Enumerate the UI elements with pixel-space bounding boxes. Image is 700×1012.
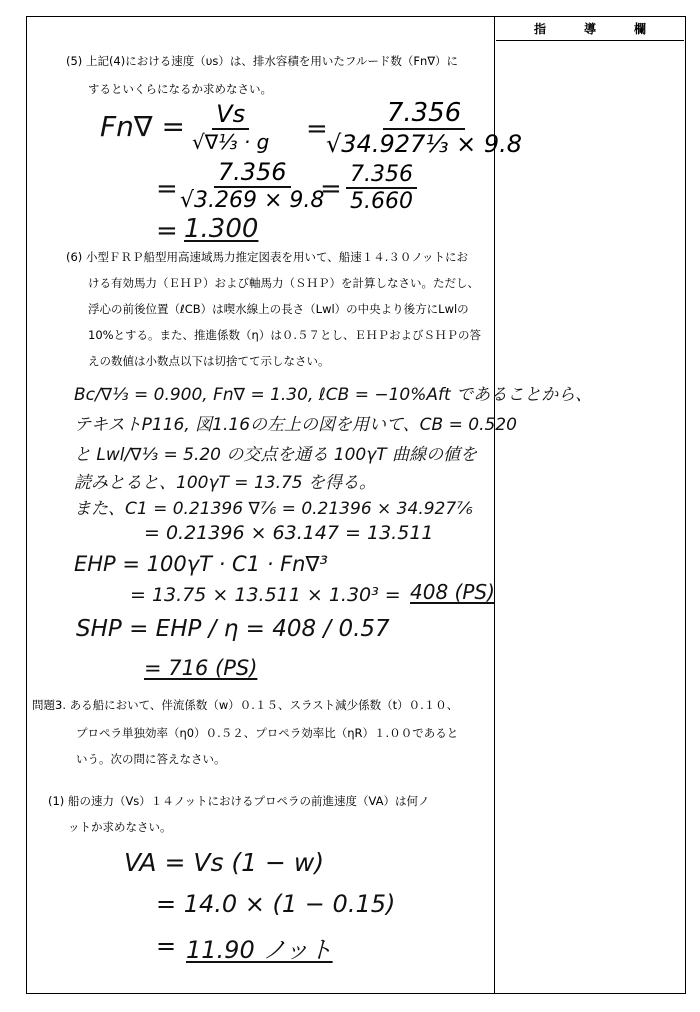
q6-line-4: 10%とする。また、推進係数（η）は０.５７とし、ＥＨＰおよびＳＨＰの答 — [88, 328, 482, 342]
q6-work-line-7: EHP = 100γT · C1 · Fn∇³ — [74, 552, 328, 576]
q6-work-line-6: = 0.21396 × 63.147 = 13.511 — [144, 522, 434, 544]
q6-line-1: (6) 小型ＦＲＰ船型用高速域馬力推定図表を用いて、船速１４.３０ノットにお — [66, 250, 469, 264]
p3-line-3: いう。次の問に答えなさい。 — [76, 752, 226, 766]
guidance-column-header: 指導欄 — [496, 17, 684, 41]
q1-result: 11.90 ノット — [186, 936, 333, 964]
q5-fraction-3-denominator: √3.269 × 9.8 — [180, 188, 325, 213]
column-divider — [494, 16, 495, 994]
q6-work-line-8: = 13.75 × 13.511 × 1.30³ = — [130, 584, 401, 606]
q5-line-2: するといくらになるか求めなさい。 — [88, 82, 272, 96]
q6-work-line-4: 読みとると、100γT = 13.75 を得る。 — [74, 473, 377, 493]
q5-fraction-2-numerator: 7.356 — [383, 98, 465, 130]
q1-work-line-2: = 14.0 × (1 − 0.15) — [156, 890, 396, 918]
q6-line-3: 浮心の前後位置（ℓCB）は喫水線上の長さ（Lwl）の中央より後方にLwlの — [88, 302, 469, 316]
q5-fraction-4-denominator: 5.660 — [350, 189, 413, 214]
q5-fraction-1-denominator: √∇⅓ · g — [192, 130, 270, 154]
q5-equals-2: = — [156, 174, 178, 204]
q6-ehp-result: 408 (PS) — [410, 580, 495, 604]
q1-line-1: (1) 船の速力（Vs）１４ノットにおけるプロペラの前進速度（VA）は何ノ — [48, 794, 430, 808]
q5-fraction-3-numerator: 7.356 — [214, 158, 291, 188]
q5-equals-4: = — [156, 216, 178, 246]
q1-line-2: ットか求めなさい。 — [68, 820, 172, 834]
q5-fraction-3 — [176, 158, 328, 213]
q5-lhs: Fn∇ = — [100, 110, 185, 143]
q6-work-line-2: テキストP116, 図1.16の左上の図を用いて、CB = 0.520 — [74, 415, 517, 435]
q5-result: 1.300 — [184, 214, 259, 244]
q5-equals-1: = — [306, 114, 328, 144]
q6-work-line-1: Bc/∇⅓ = 0.900, Fn∇ = 1.30, ℓCB = −10%Aft であることから、 — [74, 385, 593, 405]
q5-fraction-1-numerator: Vs — [212, 100, 249, 130]
q6-work-line-9: SHP = EHP / η = 408 / 0.57 — [76, 616, 390, 642]
q6-work-line-5: また、C1 = 0.21396 ∇⁷⁄₆ = 0.21396 × 34.927⁷⁄₆ — [74, 499, 473, 519]
q5-fraction-2-denominator: √34.927⅓ × 9.8 — [326, 130, 523, 158]
q1-work-line-1: VA = Vs (1 − w) — [124, 848, 325, 877]
p3-line-2: プロペラ単独効率（η0）０.５２、プロペラ効率比（ηR）１.００であると — [76, 726, 459, 740]
q5-equals-3: = — [320, 174, 342, 204]
q5-fraction-4-numerator: 7.356 — [346, 162, 417, 189]
q6-line-2: ける有効馬力（ＥＨＰ）および軸馬力（ＳＨＰ）を計算しなさい。ただし、 — [88, 276, 479, 290]
q6-line-5: えの数値は小数点以下は切捨てて示しなさい。 — [88, 354, 330, 368]
q6-shp-result: = 716 (PS) — [144, 656, 258, 680]
q5-fraction-1 — [188, 100, 273, 154]
q5-fraction-4 — [346, 162, 417, 214]
q1-work-equals: = — [156, 932, 177, 960]
q5-line-1: (5) 上記(4)における速度（υs）は、排水容積を用いたフルード数（Fn∇）に — [66, 54, 459, 68]
q5-fraction-2 — [322, 98, 526, 158]
p3-line-1: 問題3. ある船において、伴流係数（w）０.１５、スラスト減少係数（t）０.１０、 — [32, 698, 459, 712]
q6-work-line-3: と Lwl/∇⅓ = 5.20 の交点を通る 100γT 曲線の値を — [74, 445, 478, 465]
